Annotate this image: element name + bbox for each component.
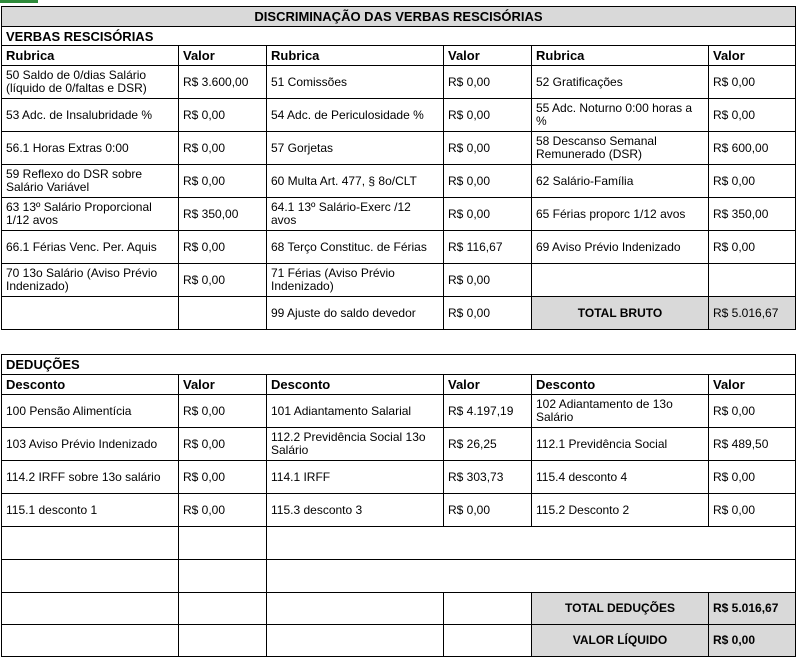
valor-cell: R$ 0,00 — [709, 231, 796, 264]
valor-cell: R$ 303,73 — [444, 461, 532, 494]
desconto-cell: 112.2 Previdência Social 13o Salário — [267, 428, 444, 461]
col-desconto-1: Desconto — [2, 375, 179, 395]
valor-cell — [709, 264, 796, 297]
col-desconto-3: Desconto — [532, 375, 709, 395]
col-valor-2: Valor — [444, 46, 532, 66]
verbas-section-row — [2, 27, 796, 46]
total-deducoes-label: TOTAL DEDUÇÕES — [532, 593, 709, 625]
desconto-cell: 115.2 Desconto 2 — [532, 494, 709, 527]
rubrica-cell: 59 Reflexo do DSR sobre Salário Variável — [2, 165, 179, 198]
rubrica-cell: 68 Terço Constituc. de Férias — [267, 231, 444, 264]
rubrica-cell: 54 Adc. de Periculosidade % — [267, 99, 444, 132]
page-title: DISCRIMINAÇÃO DAS VERBAS RESCISÓRIAS — [2, 7, 796, 27]
table-row — [2, 231, 796, 264]
table-row — [2, 66, 796, 99]
table-row — [2, 99, 796, 132]
rubrica-cell: 99 Ajuste do saldo devedor — [267, 297, 444, 330]
valor-cell: R$ 0,00 — [179, 494, 267, 527]
col-rubrica-2: Rubrica — [267, 46, 444, 66]
total-deducoes-row — [2, 593, 796, 625]
valor-cell: R$ 0,00 — [179, 428, 267, 461]
desconto-cell: 103 Aviso Prévio Indenizado — [2, 428, 179, 461]
valor-cell: R$ 0,00 — [444, 165, 532, 198]
rubrica-cell: 60 Multa Art. 477, § 8o/CLT — [267, 165, 444, 198]
desconto-cell: 100 Pensão Alimentícia — [2, 395, 179, 428]
valor-cell — [179, 297, 267, 330]
table-row — [2, 264, 796, 297]
valor-cell: R$ 0,00 — [179, 99, 267, 132]
table-row — [2, 297, 796, 330]
desconto-cell: 114.2 IRFF sobre 13o salário — [2, 461, 179, 494]
table-row — [2, 198, 796, 231]
rubrica-cell: 57 Gorjetas — [267, 132, 444, 165]
rubrica-cell: 50 Saldo de 0/dias Salário (líquido de 0/faltas e DSR) — [2, 66, 179, 99]
valor-cell: R$ 0,00 — [444, 132, 532, 165]
valor-cell: R$ 0,00 — [709, 494, 796, 527]
rubrica-cell: 63 13º Salário Proporcional 1/12 avos — [2, 198, 179, 231]
desconto-cell: 115.4 desconto 4 — [532, 461, 709, 494]
col-rubrica-1: Rubrica — [2, 46, 179, 66]
rubrica-cell: 51 Comissões — [267, 66, 444, 99]
valor-cell: R$ 26,25 — [444, 428, 532, 461]
valor-cell: R$ 0,00 — [179, 132, 267, 165]
deducoes-section-label: DEDUÇÕES — [2, 355, 796, 375]
table-row — [2, 395, 796, 428]
valor-cell: R$ 0,00 — [444, 297, 532, 330]
col-rubrica-3: Rubrica — [532, 46, 709, 66]
rubrica-cell: 55 Adc. Noturno 0:00 horas a % — [532, 99, 709, 132]
desconto-cell: 115.3 desconto 3 — [267, 494, 444, 527]
deducoes-section-row — [2, 355, 796, 375]
valor-cell: R$ 0,00 — [179, 395, 267, 428]
desconto-cell: 101 Adiantamento Salarial — [267, 395, 444, 428]
col-desconto-2: Desconto — [267, 375, 444, 395]
table-row — [2, 428, 796, 461]
rubrica-cell: 69 Aviso Prévio Indenizado — [532, 231, 709, 264]
rubrica-cell: 52 Gratificações — [532, 66, 709, 99]
desconto-cell: 115.1 desconto 1 — [2, 494, 179, 527]
rubrica-cell: 62 Salário-Família — [532, 165, 709, 198]
valor-cell: R$ 0,00 — [709, 165, 796, 198]
rubrica-cell: 71 Férias (Aviso Prévio Indenizado) — [267, 264, 444, 297]
col-valor-1: Valor — [179, 375, 267, 395]
valor-liquido-value: R$ 0,00 — [709, 625, 796, 657]
col-valor-3: Valor — [709, 375, 796, 395]
verbas-table — [1, 6, 796, 330]
rubrica-cell: 66.1 Férias Venc. Per. Aquis — [2, 231, 179, 264]
table-row — [2, 165, 796, 198]
deducoes-header-row — [2, 375, 796, 395]
table-row — [2, 494, 796, 527]
valor-cell: R$ 4.197,19 — [444, 395, 532, 428]
valor-cell: R$ 0,00 — [709, 395, 796, 428]
valor-cell: R$ 0,00 — [179, 231, 267, 264]
rubrica-cell: 53 Adc. de Insalubridade % — [2, 99, 179, 132]
valor-cell: R$ 0,00 — [444, 494, 532, 527]
col-valor-2: Valor — [444, 375, 532, 395]
valor-cell: R$ 0,00 — [709, 66, 796, 99]
valor-liquido-row — [2, 625, 796, 657]
desconto-cell: 102 Adiantamento de 13o Salário — [532, 395, 709, 428]
valor-cell: R$ 0,00 — [444, 264, 532, 297]
rubrica-cell: 58 Descanso Semanal Remunerado (DSR) — [532, 132, 709, 165]
valor-cell: R$ 350,00 — [709, 198, 796, 231]
deducoes-table — [1, 354, 796, 657]
valor-cell: R$ 0,00 — [179, 264, 267, 297]
valor-cell: R$ 0,00 — [709, 461, 796, 494]
total-bruto-value: R$ 5.016,67 — [709, 297, 796, 330]
valor-liquido-label: VALOR LÍQUIDO — [532, 625, 709, 657]
empty-row — [2, 527, 796, 560]
table-row — [2, 461, 796, 494]
valor-cell: R$ 0,00 — [709, 99, 796, 132]
rubrica-cell: 56.1 Horas Extras 0:00 — [2, 132, 179, 165]
valor-cell: R$ 0,00 — [179, 165, 267, 198]
rubrica-cell — [532, 264, 709, 297]
logo-accent — [0, 0, 38, 3]
valor-cell: R$ 0,00 — [444, 198, 532, 231]
rubrica-cell: 65 Férias proporc 1/12 avos — [532, 198, 709, 231]
valor-cell: R$ 600,00 — [709, 132, 796, 165]
valor-cell: R$ 0,00 — [444, 99, 532, 132]
rubrica-cell — [2, 297, 179, 330]
empty-row — [2, 560, 796, 593]
valor-cell: R$ 116,67 — [444, 231, 532, 264]
valor-cell: R$ 350,00 — [179, 198, 267, 231]
col-valor-3: Valor — [709, 46, 796, 66]
total-deducoes-value: R$ 5.016,67 — [709, 593, 796, 625]
valor-cell: R$ 3.600,00 — [179, 66, 267, 99]
title-row — [2, 7, 796, 27]
verbas-header-row — [2, 46, 796, 66]
total-bruto-label: TOTAL BRUTO — [532, 297, 709, 330]
valor-cell: R$ 0,00 — [179, 461, 267, 494]
valor-cell: R$ 0,00 — [444, 66, 532, 99]
valor-cell: R$ 489,50 — [709, 428, 796, 461]
table-row — [2, 132, 796, 165]
col-valor-1: Valor — [179, 46, 267, 66]
rubrica-cell: 70 13o Salário (Aviso Prévio Indenizado) — [2, 264, 179, 297]
desconto-cell: 114.1 IRFF — [267, 461, 444, 494]
rubrica-cell: 64.1 13º Salário-Exerc /12 avos — [267, 198, 444, 231]
desconto-cell: 112.1 Previdência Social — [532, 428, 709, 461]
verbas-section-label: VERBAS RESCISÓRIAS — [2, 27, 796, 46]
